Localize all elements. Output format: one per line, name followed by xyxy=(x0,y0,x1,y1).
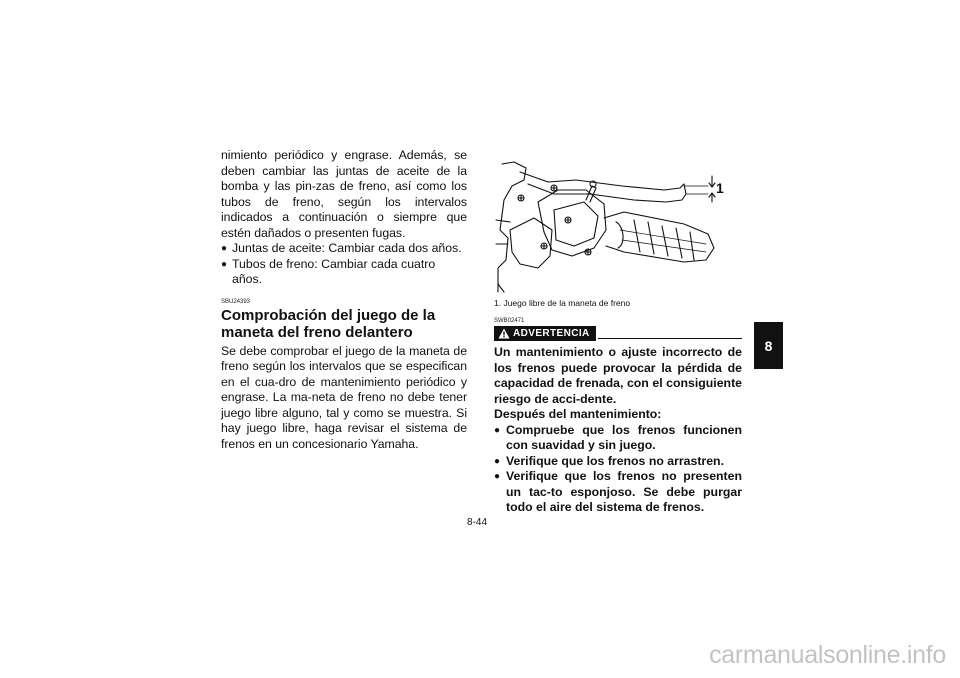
brake-lever-illustration xyxy=(494,160,742,295)
right-column xyxy=(494,160,742,516)
page-number: 8-44 xyxy=(467,517,488,528)
section-title: Comprobación del juego de la maneta del freno delantero xyxy=(221,306,436,341)
section-code: SBU24393 xyxy=(221,298,251,305)
intro-paragraph: nimiento periódico y engrase. Además, se deben cambiar las juntas de aceite de la bomba y las pin-zas de freno, así como los tubos de freno, según los intervalos indicados a continuación o siempre que estén dañados o presenten fugas. xyxy=(221,148,467,240)
chapter-tab xyxy=(754,322,783,369)
list-item xyxy=(221,241,467,257)
list-item-text: Verifique que los frenos no arrastren. xyxy=(506,453,724,468)
after-maintenance-label: Después del mantenimiento: xyxy=(494,407,662,421)
chapter-tab-label: 8 xyxy=(764,337,773,354)
left-column xyxy=(221,148,467,452)
bullet-icon: ● xyxy=(221,258,228,270)
list-item-text: Verifique que los frenos no presenten un tac-to esponjoso. Se debe purgar todo el aire del sistema de frenos. xyxy=(506,469,742,514)
warning-code: SWB02471 xyxy=(494,318,525,324)
figure-caption: 1. Juego libre de la maneta de freno xyxy=(494,298,631,308)
section-body: Se debe comprobar el juego de la maneta de freno según los intervalos que se especifican en el cua-dro de mantenimiento periódico y engrase. La ma-neta de freno no debe tener juego libre alguno, tal y como se muestra. Si hay juego libre, haga revisar el sistema de frenos en un concesionario Yamaha. xyxy=(221,343,467,451)
warning-header xyxy=(494,326,742,341)
warning-rule xyxy=(598,338,742,339)
bullet-icon: ● xyxy=(221,243,228,254)
bullet-icon: ● xyxy=(494,424,501,436)
warning-label: ADVERTENCIA xyxy=(513,328,590,339)
list-item-text: Juntas de aceite: Cambiar cada dos años. xyxy=(232,241,462,255)
list-item xyxy=(494,469,742,516)
warning-triangle-icon xyxy=(498,328,510,339)
brake-lever-figure xyxy=(494,160,742,295)
list-item-text: Compruebe que los frenos funcionen con suavidad y sin juego. xyxy=(506,422,742,452)
figure-callout-label: 1 xyxy=(716,180,724,196)
list-item xyxy=(494,423,742,454)
warning-text: Un mantenimiento o ajuste incorrecto de los frenos puede provocar la pérdida de capacidad de frenada, con el consiguiente riesgo de acci-dente. xyxy=(494,345,742,406)
watermark: carmanualsonline.info xyxy=(709,641,946,669)
bullet-icon: ● xyxy=(494,455,501,467)
warning-badge xyxy=(494,326,596,341)
list-item xyxy=(494,454,742,470)
list-item-text: Tubos de freno: Cambiar cada cuatro años. xyxy=(232,256,436,286)
bullet-icon: ● xyxy=(494,471,501,482)
list-item xyxy=(221,257,467,288)
